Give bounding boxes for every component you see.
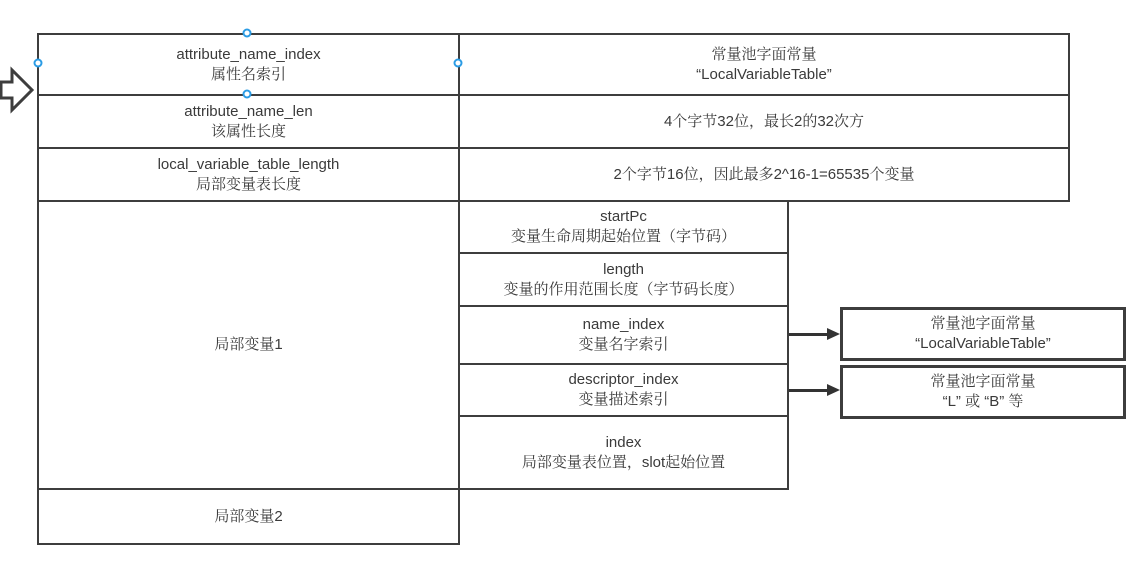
cell-length[interactable]	[458, 252, 789, 307]
field-name-zh-label: 局部变量表位置，slot起始位置	[521, 453, 726, 471]
field-name-label: local_variable_table_length	[157, 155, 340, 173]
cell-local-variable-table-length-desc[interactable]	[458, 147, 1070, 202]
field-name-zh-label: 局部变量表长度	[195, 175, 301, 193]
ref-line: “LocalVariableTable”	[915, 335, 1051, 352]
field-name-label: length	[603, 260, 644, 278]
field-name-label: descriptor_index	[568, 371, 679, 388]
field-name-zh-label: 变量生命周期起始位置（字节码）	[510, 228, 736, 245]
desc-line: 4个字节32位，最长2的32次方	[663, 112, 865, 130]
ref-line: 常量池字面常量	[930, 315, 1036, 332]
field-name-zh-label: 变量名字索引	[578, 336, 669, 353]
field-name-label: startPc	[600, 208, 647, 225]
selection-handle-right[interactable]	[454, 59, 463, 68]
selection-handle-bottom[interactable]	[243, 90, 252, 99]
cell-local-variable-1[interactable]	[37, 200, 460, 490]
cell-attribute-name-index-desc[interactable]	[458, 33, 1070, 96]
selection-handle-left[interactable]	[34, 59, 43, 68]
field-name-zh-label: 变量描述索引	[578, 391, 669, 408]
field-name-zh-label: 该属性长度	[210, 122, 286, 140]
selection-handle-top[interactable]	[243, 29, 252, 38]
cell-local-variable-table-length[interactable]	[37, 147, 460, 202]
cell-attribute-name-index[interactable]	[37, 33, 460, 96]
field-name-label: index	[605, 433, 642, 451]
cell-local-variable-2[interactable]	[37, 488, 460, 545]
refbox-descriptor-types[interactable]	[840, 365, 1126, 419]
ref-line: “L” 或 “B” 等	[942, 393, 1024, 410]
field-name-label: attribute_name_index	[176, 45, 321, 63]
local-variable-2-label: 局部变量2	[214, 507, 283, 525]
local-variable-1-label: 局部变量1	[214, 336, 283, 353]
field-name-zh-label: 属性名索引	[210, 65, 286, 83]
cell-attribute-name-len-desc[interactable]	[458, 94, 1070, 149]
connector-name-index-arrowhead-icon	[827, 328, 840, 340]
cell-descriptor-index[interactable]	[458, 363, 789, 417]
ref-line: 常量池字面常量	[930, 373, 1036, 390]
desc-line: 2个字节16位，因此最多2^16-1=65535个变量	[613, 165, 915, 183]
block-arrow-right-icon[interactable]	[0, 55, 36, 115]
field-name-label: name_index	[582, 316, 665, 333]
field-name-zh-label: 变量的作用范围长度（字节码长度）	[503, 280, 744, 298]
field-name-label: attribute_name_len	[184, 102, 313, 120]
desc-line: “LocalVariableTable”	[696, 65, 832, 83]
cell-attribute-name-len[interactable]	[37, 94, 460, 149]
refbox-localvariabletable[interactable]	[840, 307, 1126, 361]
connector-descriptor-index-line	[789, 389, 827, 392]
cell-name-index[interactable]	[458, 305, 789, 365]
connector-name-index-line	[789, 333, 827, 336]
cell-index[interactable]	[458, 415, 789, 490]
desc-line: 常量池字面常量	[711, 45, 817, 63]
connector-descriptor-index-arrowhead-icon	[827, 384, 840, 396]
cell-startpc[interactable]	[458, 200, 789, 254]
